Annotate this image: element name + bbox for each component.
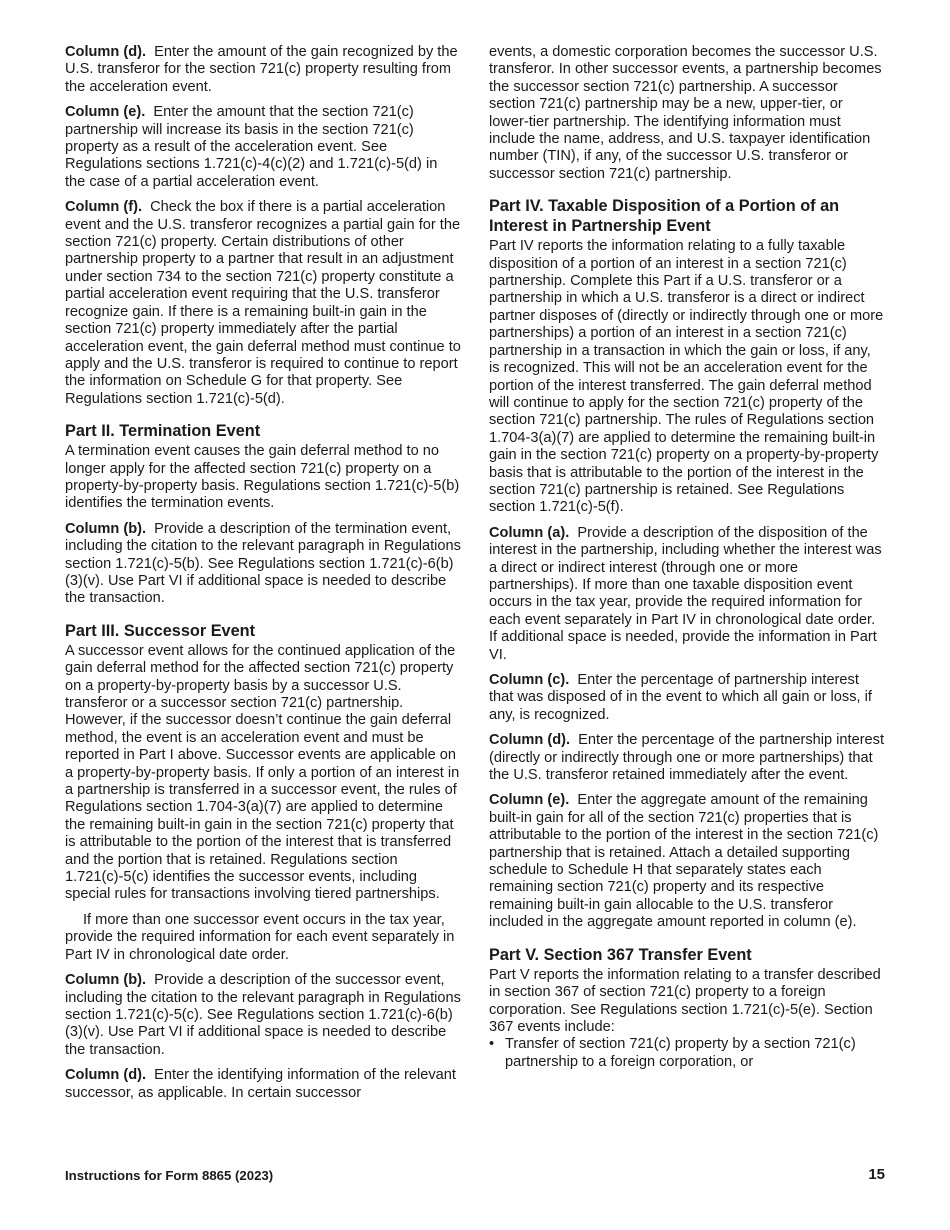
right-column — [489, 44, 885, 1071]
footer-page-number: 15 — [868, 1166, 885, 1183]
column-d-gain-paragraph — [65, 44, 461, 96]
part-2-heading: Part II. Termination Event — [65, 422, 261, 441]
paragraph-text: Provide a description of the successor event, including the citation to the relevant paragraph in Regulations section 1.721(c)-5(c). See Regulations section 1.721(c)-6(b)(3)(v). Use Part VI if additional space is needed to describe the transaction. — [65, 972, 461, 1058]
part-5-heading: Part V. Section 367 Transfer Event — [489, 945, 752, 964]
column-e-basis-paragraph — [65, 104, 461, 191]
term-label: Column (e). — [489, 792, 570, 809]
paragraph-text: Enter the percentage of the partnership interest (directly or indirectly through one or more partnerships) that the U.S. transferor retained immediately after the event. — [489, 732, 885, 784]
taxable-disposition-intro-paragraph: Part IV reports the information relating to a fully taxable disposition of a portion of an interest in a section 721(c) partnership. Complete this Part if a U.S. transferor or a partnership in which a U.S. transferor is a direct or indirect partner disposes of (directly or indirectly through one or more partnerships) a portion of an interest in a section 721(c) partnership in a transaction in which the gain or loss, if any, is recognized. This will not be an acceleration event for the portion of the interest transferred. The gain deferral method will continue to apply for the section 721(c) property of the section 721(c) partnership. The rules of Regulations section 1.704-3(a)(7) are applied to determine the remaining built-in gain in the section 721(c) property on a property-by-property basis that is attributable to the portion of the interest in the section 721(c) partnership is retained. See Regulations section 1.721(c)-5(f). — [489, 238, 884, 516]
column-b-termination-paragraph — [65, 521, 461, 608]
paragraph-text: Provide a description of the disposition of the interest in the partnership, including whether the interest was a direct or indirect interest (through one or more partnerships). If more than one taxable disposition event occurs in the tax year, provide the required information for each event separately in Part IV in chronological date order. If additional space is needed, provide the information in Part VI. — [489, 524, 882, 663]
term-label: Column (f). — [65, 199, 143, 216]
column-f-partial-paragraph — [65, 199, 461, 408]
term-label: Column (d). — [65, 44, 147, 60]
column-e-aggregate-paragraph — [489, 792, 885, 931]
successor-multiple-paragraph: If more than one successor event occurs in the tax year, provide the required information for each event separately in Part IV in chronological date order. — [65, 911, 455, 963]
term-label: Column (c). — [489, 672, 570, 688]
section-367-bullet-item — [489, 1036, 885, 1071]
footer-form-title: Instructions for Form 8865 (2023) — [65, 1168, 274, 1183]
column-a-disposition-paragraph — [489, 525, 885, 664]
paragraph-text: Enter the amount of the gain recognized by the U.S. transferor for the section 721(c) property resulting from the acceleration event. — [65, 44, 458, 95]
paragraph-text: Enter the percentage of partnership interest that was disposed of in the event to which all gain or loss, if any, is recognized. — [489, 672, 872, 723]
paragraph-text: Enter the amount that the section 721(c) partnership will increase its basis in the section 721(c) property as a result of the acceleration event. See Regulations sections 1.721(c)-4(c)(2) and 1.721(c)-5(d) in the case of a partial acceleration event. — [65, 104, 438, 190]
paragraph-text: Check the box if there is a partial acceleration event and the U.S. transferor recognizes a partial gain for the section 721(c) property. Certain distributions of other partnership property to a partner that result in an adjustment under section 734 to the section 721(c) property constitute a partial acceleration event requiring that the U.S. transferor recognize gain. If there is a remaining built-in gain in the section 721(c) property immediately after the partial acceleration event, the gain deferral method must continue to apply and the U.S. transferor is required to continue to report the information on Schedule G for that property. See Regulations section 1.721(c)-5(d). — [65, 199, 461, 407]
section-367-intro-paragraph: Part V reports the information relating to a transfer described in section 367 of section 721(c) property to a foreign corporation. See Regulations section 1.721(c)-5(e). Section 367 events include: — [489, 966, 881, 1035]
part-3-heading: Part III. Successor Event — [65, 621, 256, 640]
paragraph-text: Enter the aggregate amount of the remaining built-in gain for all of the section 721(c) properties that is attributable to the portion of the interest in the section 721(c) partnership that is retained. Attach a detailed supporting schedule to Schedule H that separately states each remaining section 721(c) property and its respective remaining built-in gain allocable to the U.S. transferor included in the aggregate amount reported in column (e). — [489, 792, 879, 931]
term-label: Column (e). — [65, 104, 146, 121]
termination-intro-paragraph: A termination event causes the gain deferral method to no longer apply for the affected section 721(c) property on a property-by-property basis. Regulations section 1.721(c)-5(b) identifies the termination events. — [65, 443, 460, 512]
left-column — [65, 44, 461, 1110]
term-label: Column (d). — [65, 1067, 147, 1084]
column-b-successor-paragraph — [65, 972, 461, 1059]
paragraph-text: Enter the identifying information of the relevant successor, as applicable. In certain successor — [65, 1067, 456, 1101]
bullet-icon: • — [489, 1036, 495, 1053]
column-d-successor-paragraph — [65, 1067, 461, 1102]
term-label: Column (b). — [65, 972, 147, 989]
term-label: Column (b). — [65, 520, 147, 537]
column-c-percentage-paragraph — [489, 672, 885, 724]
successor-continued-paragraph: events, a domestic corporation becomes the successor U.S. transferor. In other successor events, a partnership becomes the successor section 721(c) partnership. A successor section 721(c) partnership may be a new, upper-tier, or lower-tier partnership. The identifying information must include the name, address, and U.S. taxpayer identification number (TIN), if any, of the successor U.S. transferor or successor section 721(c) partnership. — [489, 44, 882, 182]
bullet-text: Transfer of section 721(c) property by a section 721(c) partnership to a foreign corporation, or — [505, 1036, 856, 1070]
column-d-retained-paragraph — [489, 732, 885, 784]
part-4-heading: Part IV. Taxable Disposition of a Portion of an Interest in Partnership Event — [489, 197, 840, 236]
successor-intro-paragraph: A successor event allows for the continued application of the gain deferral method for the affected section 721(c) property on a property-by-property basis by a successor U.S. transferor or a successor section 721(c) partnership. However, if the successor doesn’t continue the gain deferral method, the event is an acceleration event and must be reported in Part I above. Successor events are applicable on a property-by-property basis. If only a portion of an interest in a partnership is transferred in a successor event, the rules of Regulations section 1.704-3(a)(7) are applied to determine the remaining built-in gain in the section 721(c) property that is attributable to the portion of the interest that is transferred and the portion that is retained. Regulations section 1.721(c)-5(c) identifies the successor events, including special rules for transactions involving tiered partnerships. — [65, 642, 460, 903]
term-label: Column (a). — [489, 524, 570, 541]
paragraph-text: Provide a description of the termination event, including the citation to the relevant paragraph in Regulations section 1.721(c)-5(b). See Regulations section 1.721(c)-6(b)(3)(v). Use Part VI if additional space is needed to describe the transaction. — [65, 520, 461, 607]
term-label: Column (d). — [489, 732, 571, 749]
